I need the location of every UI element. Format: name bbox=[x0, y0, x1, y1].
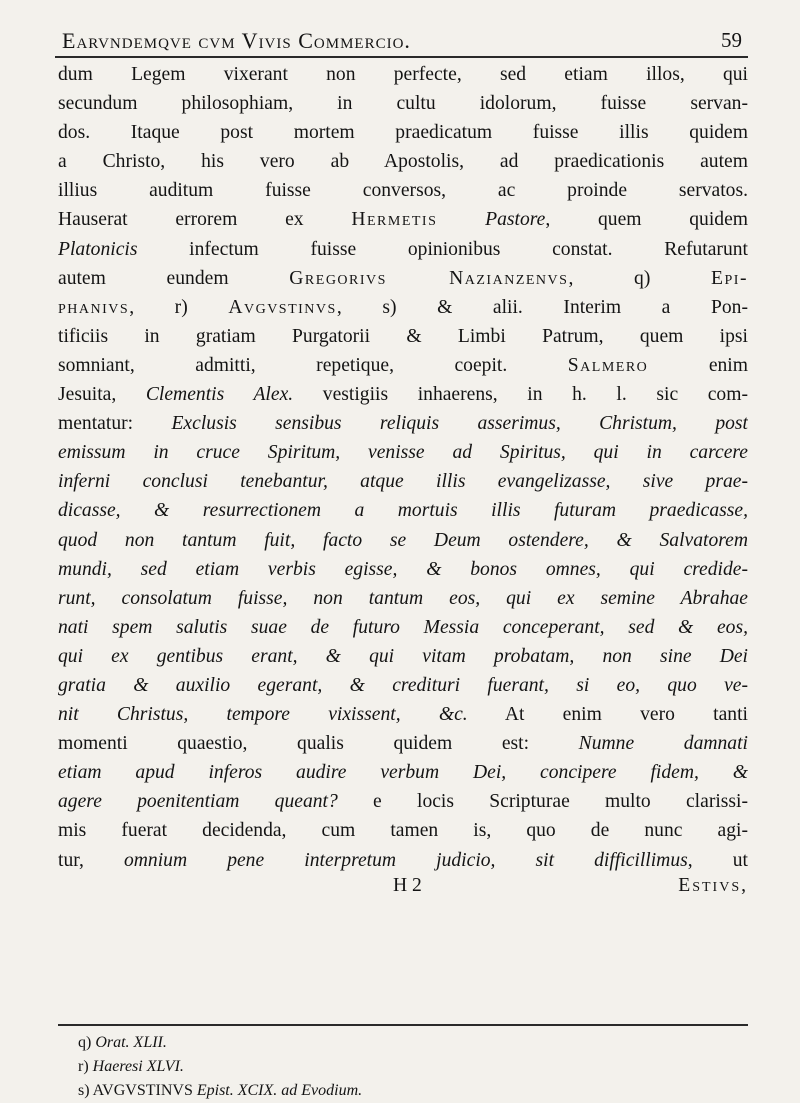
text-line bbox=[58, 584, 748, 613]
running-title: Earvndemqve cvm Vivis Commercio. bbox=[62, 28, 411, 53]
italic-run: Platonicis bbox=[58, 238, 138, 260]
catch-row bbox=[58, 875, 748, 905]
italic-run: Epist. XCIX. ad Evodium. bbox=[196, 1082, 363, 1099]
italic-run: Numne damnati bbox=[578, 733, 748, 755]
signature-mark: H 2 bbox=[393, 874, 422, 896]
footnote bbox=[78, 1031, 738, 1055]
text-line bbox=[58, 729, 748, 758]
italic-run: inferni conclusi tenebantur, atque illis evangelizasse, sive prae- bbox=[58, 471, 748, 493]
text-run: Jesuita, bbox=[58, 384, 146, 406]
italic-run: quod non tantum fuit, facto se Deum ostendere, & Salvatorem bbox=[58, 529, 748, 551]
small-caps-name: Epi- bbox=[711, 267, 748, 289]
text-line bbox=[58, 438, 748, 467]
italic-run: etiam apud inferos audire verbum Dei, concipere fidem, & bbox=[58, 762, 748, 784]
italic-run: gratia & auxilio egerant, & credituri fuerant, si eo, quo ve- bbox=[58, 674, 748, 696]
text-run: illius auditum fuisse conversos, ac proinde servatos. bbox=[58, 180, 748, 202]
text-run: mis fuerat decidenda, cum tamen is, quo de nunc agi- bbox=[58, 820, 748, 842]
text-line bbox=[58, 555, 748, 584]
catchword: Estivs, bbox=[678, 874, 748, 896]
text-line bbox=[58, 380, 748, 409]
italic-run: runt, consolatum fuisse, non tantum eos, qui ex semine Abrahae bbox=[58, 587, 748, 609]
text-line bbox=[58, 758, 748, 787]
text-line bbox=[58, 787, 748, 816]
italic-run: Clementis Alex. bbox=[145, 384, 294, 406]
text-line bbox=[58, 613, 748, 642]
text-run: e locis Scripturae multo clarissi- bbox=[337, 791, 748, 813]
text-run: s) AVGVSTINVS bbox=[78, 1082, 197, 1099]
text-run: Hauserat errorem ex bbox=[58, 209, 352, 231]
text-run: a Christo, his vero ab Apostolis, ad praedicationis autem bbox=[58, 151, 748, 173]
italic-run: Orat. XLII. bbox=[95, 1034, 167, 1051]
text-run: momenti quaestio, qualis quidem est: bbox=[58, 733, 579, 755]
text-line bbox=[58, 235, 748, 264]
text-line bbox=[58, 467, 748, 496]
text-line bbox=[58, 642, 748, 671]
italic-run: nit Christus, tempore vixissent, &c. bbox=[58, 704, 468, 726]
italic-run: Pastore bbox=[485, 209, 546, 231]
text-run: infectum fuisse opinionibus constat. Refutarunt bbox=[137, 238, 748, 260]
text-run: mentatur: bbox=[58, 413, 172, 435]
italic-run: Exclusis sensibus reliquis asserimus, Christum, post bbox=[171, 413, 748, 435]
italic-run: qui ex gentibus erant, & qui vitam probatam, non sine Dei bbox=[58, 645, 748, 667]
text-line bbox=[58, 147, 748, 176]
text-run: dum Legem vixerant non perfecte, sed etiam illos, qui bbox=[58, 64, 748, 85]
small-caps-name: Avgvstinvs bbox=[228, 296, 337, 318]
text-run: r) bbox=[78, 1058, 93, 1075]
footnote bbox=[78, 1079, 738, 1103]
text-line bbox=[58, 671, 748, 700]
text-line bbox=[58, 264, 748, 293]
italic-run: Haeresi XLVI. bbox=[92, 1058, 184, 1075]
running-head bbox=[62, 14, 742, 54]
text-run: , ut bbox=[687, 849, 748, 871]
text-run: , r) bbox=[129, 296, 229, 318]
header-rule bbox=[55, 56, 748, 58]
text-line bbox=[58, 60, 748, 89]
text-run: , s) & alii. Interim a Pon- bbox=[336, 296, 748, 318]
italic-run: omnium pene interpretum judicio, sit difficillimus bbox=[123, 849, 688, 871]
text-line bbox=[58, 846, 748, 875]
text-line bbox=[58, 293, 748, 322]
text-line bbox=[58, 118, 748, 147]
text-line bbox=[58, 205, 748, 234]
text-run: autem eundem bbox=[58, 267, 290, 289]
italic-run: emissum in cruce Spiritum, venisse ad Spiritus, qui in carcere bbox=[58, 442, 748, 464]
text-run: vestigiis inhaerens, in h. l. sic com- bbox=[293, 384, 748, 406]
text-line bbox=[58, 700, 748, 729]
footnotes bbox=[78, 1031, 738, 1103]
text-line bbox=[58, 89, 748, 118]
text-line bbox=[58, 496, 748, 525]
italic-run: dicasse, & resurrectionem a mortuis illis futuram praedicasse, bbox=[58, 500, 748, 522]
italic-run: mundi, sed etiam verbis egisse, & bonos omnes, qui credide- bbox=[58, 558, 748, 580]
small-caps-name: Salmero bbox=[567, 354, 649, 376]
italic-run: agere poenitentiam queant? bbox=[58, 791, 338, 813]
text-line bbox=[58, 409, 748, 438]
text-run bbox=[437, 209, 485, 230]
text-line bbox=[58, 176, 748, 205]
text-run: secundum philosophiam, in cultu idolorum, fuisse servan- bbox=[58, 93, 748, 115]
page-number: 59 bbox=[721, 28, 742, 52]
italic-run: nati spem salutis suae de futuro Messia conceperant, sed & eos, bbox=[58, 616, 748, 638]
text-line bbox=[58, 816, 748, 845]
small-caps-name: Gregorivs Nazianzenvs bbox=[289, 267, 569, 289]
footnote-rule bbox=[58, 1024, 748, 1026]
small-caps-name: phanivs bbox=[58, 296, 130, 318]
text-run: somniant, admitti, repetique, coepit. bbox=[58, 354, 568, 376]
footnote bbox=[78, 1055, 738, 1079]
text-line bbox=[58, 322, 748, 351]
main-text bbox=[58, 60, 748, 905]
text-run: , quem quidem bbox=[545, 209, 748, 231]
small-caps-name: Hermetis bbox=[351, 209, 438, 231]
text-run: dos. Itaque post mortem praedicatum fuisse illis quidem bbox=[58, 122, 748, 144]
text-run: tificiis in gratiam Purgatorii & Limbi Patrum, quem ipsi bbox=[58, 325, 748, 347]
text-run: tur, bbox=[58, 849, 124, 871]
text-run: , q) bbox=[568, 267, 712, 289]
text-line bbox=[58, 526, 748, 555]
text-run: q) bbox=[78, 1034, 96, 1051]
text-run: At enim vero tanti bbox=[467, 704, 748, 726]
text-run: enim bbox=[648, 354, 748, 376]
text-line bbox=[58, 351, 748, 380]
